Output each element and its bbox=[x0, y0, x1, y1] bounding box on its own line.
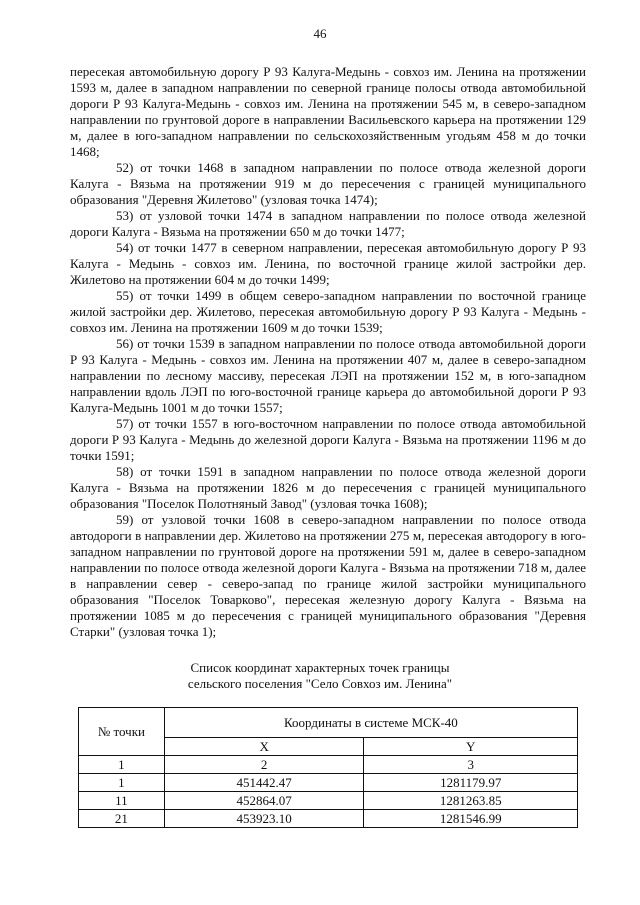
header-x: X bbox=[164, 738, 364, 756]
column-number: 1 bbox=[79, 756, 165, 774]
table-caption bbox=[0, 660, 640, 692]
table-row bbox=[79, 792, 578, 810]
coordinate-y: 1281263.85 bbox=[364, 792, 578, 810]
coordinate-x: 453923.10 bbox=[164, 810, 364, 828]
body-text bbox=[70, 64, 586, 640]
point-number: 1 bbox=[79, 774, 165, 792]
page-number: 46 bbox=[313, 26, 327, 41]
point-number: 11 bbox=[79, 792, 165, 810]
coordinate-y: 1281179.97 bbox=[364, 774, 578, 792]
paragraph-53: 53) от узловой точки 1474 в западном направлении по полосе отвода железной дороги Калуга - Вязьма на протяжении 650 м до точки 1477; bbox=[70, 208, 586, 239]
coordinate-y: 1281546.99 bbox=[364, 810, 578, 828]
caption-line-2: сельского поселения "Село Совхоз им. Ленина" bbox=[187, 676, 453, 691]
coordinate-x: 452864.07 bbox=[164, 792, 364, 810]
table-row bbox=[79, 774, 578, 792]
paragraph-continuation: пересекая автомобильную дорогу Р 93 Калуга-Медынь - совхоз им. Ленина на протяжении 1593 м, далее в западном направлении по северной границе полосы отвода автомобильной дороги Р 93 Калуга-Медынь - совхоз им. Ленина на протяжении 545 м, в северо-западном направлении по грунтовой дороге в направлении Васильевского карьера на протяжении 129 м, далее в юго-западном направлении по сельскохозяйственным угодьям 458 м до точки 1468; bbox=[70, 64, 586, 159]
paragraph-52: 52) от точки 1468 в западном направлении по полосе отвода железной дороги Калуга - Вязьма на протяжении 919 м до пересечения с границей муниципального образования "Деревня Жилетово" (узловая точка 1474); bbox=[70, 160, 586, 207]
header-point-number: № точки bbox=[79, 708, 165, 756]
paragraph-59: 59) от узловой точки 1608 в северо-западном направлении по полосе отвода автодороги в направлении дер. Жилетово на протяжении 275 м, пересекая автодорогу в юго-западном направлении по грунтовой дороге на протяжении 591 м, далее в северо-западном направлении по полосе отвода железной дороги Калуга - Вязьма на протяжении 718 м, далее в направлении север - северо-запад по границе жилой застройки муниципального образования "Поселок Товарково", пересекая железную дорогу Калуга - Вязьма на протяжении 1085 м до пересечения с границей муниципального образования "Деревня Старки" (узловая точка 1); bbox=[70, 512, 586, 639]
paragraph-55: 55) от точки 1499 в общем северо-западном направлении по восточной границе жилой застройки дер. Жилетово, пересекая автомобильную дорогу Р 93 Калуга - Медынь - совхоз им. Ленина на протяжении 1609 м до точки 1539; bbox=[70, 288, 586, 335]
table-row bbox=[79, 810, 578, 828]
header-y: Y bbox=[364, 738, 578, 756]
paragraph-56: 56) от точки 1539 в западном направлении по полосе отвода автомобильной дороги Р 93 Калуга - Медынь - совхоз им. Ленина на протяжении 407 м, далее в северо-западном направлении по лесному массиву, пересекая ЛЭП на протяжении 152 м, в юго-западном направлении вдоль ЛЭП по юго-восточной границе карьера до автомобильной дороги Р 93 Калуга-Медынь 1001 м до точки 1557; bbox=[70, 336, 586, 415]
column-number: 3 bbox=[364, 756, 578, 774]
point-number: 21 bbox=[79, 810, 165, 828]
coordinates-table bbox=[78, 707, 578, 828]
coordinate-x: 451442.47 bbox=[164, 774, 364, 792]
paragraph-58: 58) от точки 1591 в западном направлении по полосе отвода железной дороги Калуга - Вязьма на протяжении 1826 м до пересечения с границей муниципального образования "Поселок Полотняный Завод" (узловая точка 1608); bbox=[70, 464, 586, 511]
table-header-row bbox=[79, 708, 578, 738]
paragraph-57: 57) от точки 1557 в юго-восточном направлении по полосе отвода автомобильной дороги Р 93 Калуга - Медынь до железной дороги Калуга - Вязьма на протяжении 1196 м до точки 1591; bbox=[70, 416, 586, 463]
caption-line-1: Список координат характерных точек границы bbox=[190, 660, 450, 675]
column-number: 2 bbox=[164, 756, 364, 774]
header-coordinates: Координаты в системе МСК-40 bbox=[164, 708, 577, 738]
column-numbering-row bbox=[79, 756, 578, 774]
paragraph-54: 54) от точки 1477 в северном направлении, пересекая автомобильную дорогу Р 93 Калуга - Медынь - совхоз им. Ленина, по восточной границе жилой застройки дер. Жилетово на протяжении 604 м до точки 1499; bbox=[70, 240, 586, 287]
